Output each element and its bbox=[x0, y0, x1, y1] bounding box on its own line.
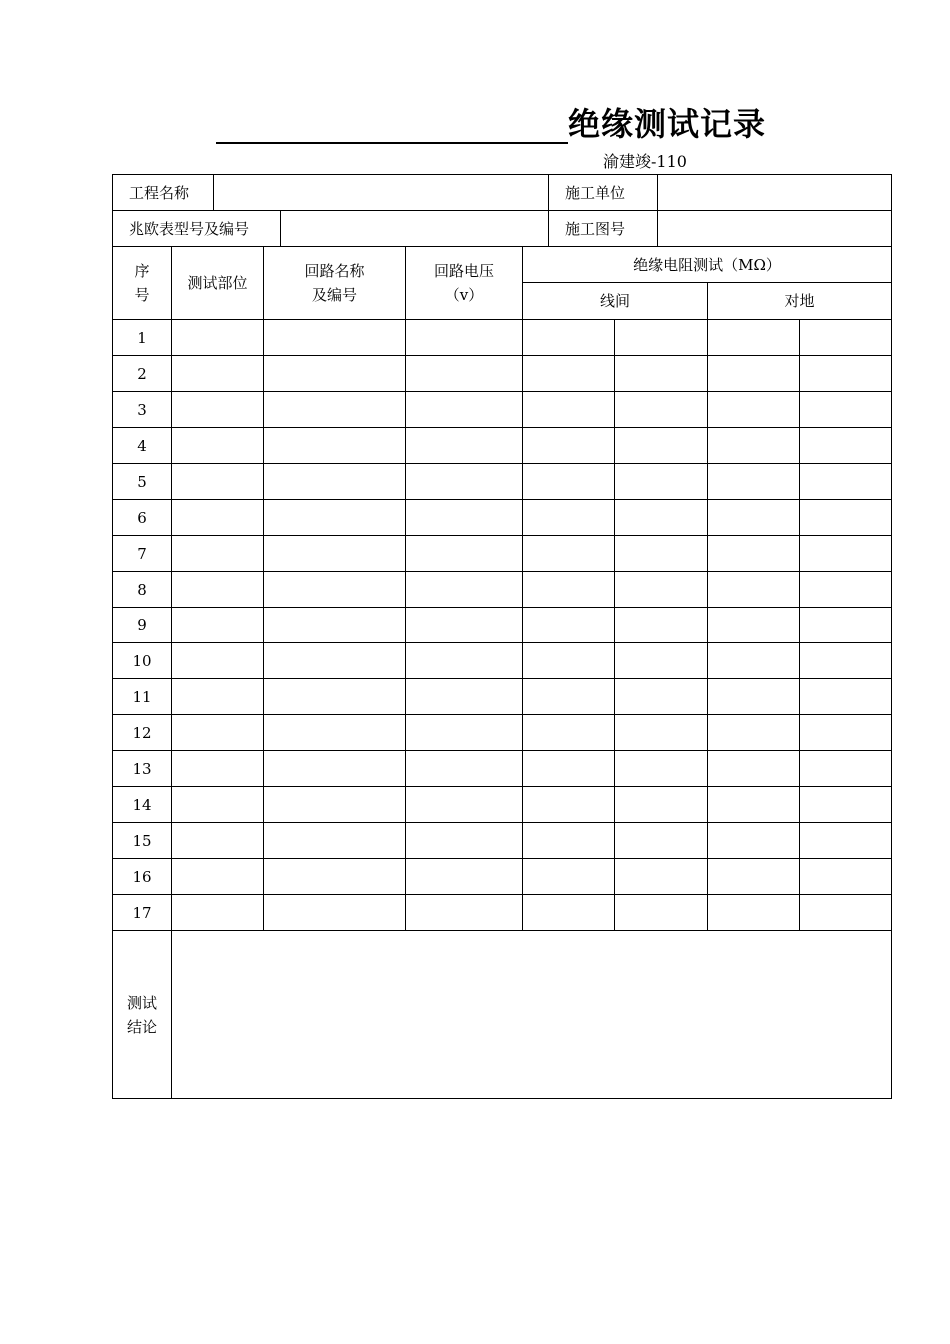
form-code: 渝建竣-110 bbox=[603, 152, 687, 171]
row-17-line-a-cell[interactable] bbox=[522, 894, 615, 931]
drawing-number-field[interactable] bbox=[657, 210, 892, 247]
row-8-ground-a-cell[interactable] bbox=[707, 571, 800, 608]
row-11-circuit-cell[interactable] bbox=[263, 678, 406, 715]
row-5-line-b-cell[interactable] bbox=[614, 463, 708, 500]
row-12-circuit-cell[interactable] bbox=[263, 714, 406, 751]
header-voltage bbox=[405, 246, 523, 320]
row-9-voltage-cell[interactable] bbox=[405, 607, 523, 643]
row-8-voltage-cell[interactable] bbox=[405, 571, 523, 608]
drawing-number-label: 施工图号 bbox=[548, 210, 658, 247]
header-location: 测试部位 bbox=[171, 246, 264, 320]
row-10-voltage-cell[interactable] bbox=[405, 642, 523, 679]
row-13-line-b-cell[interactable] bbox=[614, 750, 708, 787]
row-8-location-cell[interactable] bbox=[171, 571, 264, 608]
row-15-line-a-cell[interactable] bbox=[522, 822, 615, 859]
row-2-ground-a-cell[interactable] bbox=[707, 355, 800, 392]
row-4-ground-b-cell[interactable] bbox=[799, 427, 892, 464]
row-14-line-b-cell[interactable] bbox=[614, 786, 708, 823]
row-3-line-a-cell[interactable] bbox=[522, 391, 615, 428]
row-2-location-cell[interactable] bbox=[171, 355, 264, 392]
row-4-line-b-cell[interactable] bbox=[614, 427, 708, 464]
row-5-ground-b-cell[interactable] bbox=[799, 463, 892, 500]
meter-label: 兆欧表型号及编号 bbox=[112, 210, 281, 247]
row-5-location-cell[interactable] bbox=[171, 463, 264, 500]
row-2-circuit-cell[interactable] bbox=[263, 355, 406, 392]
row-17-line-b-cell[interactable] bbox=[614, 894, 708, 931]
row-8-circuit-cell[interactable] bbox=[263, 571, 406, 608]
header-circuit-line-2: 及编号 bbox=[311, 286, 357, 304]
row-number: 5 bbox=[112, 463, 172, 500]
row-10-location-cell[interactable] bbox=[171, 642, 264, 679]
row-9-circuit-cell[interactable] bbox=[263, 607, 406, 643]
row-17-ground-a-cell[interactable] bbox=[707, 894, 800, 931]
conclusion-label-line-1: 测试 bbox=[126, 993, 157, 1012]
conclusion-label-line-2: 结论 bbox=[126, 1017, 157, 1036]
row-15-ground-a-cell[interactable] bbox=[707, 822, 800, 859]
row-1-voltage-cell[interactable] bbox=[405, 319, 523, 356]
row-1-line-b-cell[interactable] bbox=[614, 319, 708, 356]
row-4-circuit-cell[interactable] bbox=[263, 427, 406, 464]
row-6-ground-a-cell[interactable] bbox=[707, 499, 800, 536]
row-12-ground-b-cell[interactable] bbox=[799, 714, 892, 751]
row-12-line-b-cell[interactable] bbox=[614, 714, 708, 751]
construction-unit-label: 施工单位 bbox=[548, 174, 658, 211]
row-number: 10 bbox=[112, 642, 172, 679]
row-6-voltage-cell[interactable] bbox=[405, 499, 523, 536]
row-14-ground-a-cell[interactable] bbox=[707, 786, 800, 823]
row-number: 8 bbox=[112, 571, 172, 608]
row-1-ground-a-cell[interactable] bbox=[707, 319, 800, 356]
row-6-circuit-cell[interactable] bbox=[263, 499, 406, 536]
row-12-location-cell[interactable] bbox=[171, 714, 264, 751]
row-14-voltage-cell[interactable] bbox=[405, 786, 523, 823]
row-7-line-b-cell[interactable] bbox=[614, 535, 708, 572]
row-5-ground-a-cell[interactable] bbox=[707, 463, 800, 500]
row-14-circuit-cell[interactable] bbox=[263, 786, 406, 823]
row-10-ground-a-cell[interactable] bbox=[707, 642, 800, 679]
row-7-location-cell[interactable] bbox=[171, 535, 264, 572]
row-13-circuit-cell[interactable] bbox=[263, 750, 406, 787]
row-11-ground-a-cell[interactable] bbox=[707, 678, 800, 715]
header-resistance: 绝缘电阻测试（MΩ） bbox=[522, 246, 892, 283]
row-7-ground-a-cell[interactable] bbox=[707, 535, 800, 572]
row-7-line-a-cell[interactable] bbox=[522, 535, 615, 572]
header-to-ground: 对地 bbox=[707, 282, 892, 320]
header-circuit-line-1: 回路名称 bbox=[304, 262, 365, 280]
row-11-ground-b-cell[interactable] bbox=[799, 678, 892, 715]
row-7-ground-b-cell[interactable] bbox=[799, 535, 892, 572]
row-16-location-cell[interactable] bbox=[171, 858, 264, 895]
header-seq-line-2: 号 bbox=[134, 286, 150, 304]
row-3-ground-a-cell[interactable] bbox=[707, 391, 800, 428]
row-11-voltage-cell[interactable] bbox=[405, 678, 523, 715]
row-13-voltage-cell[interactable] bbox=[405, 750, 523, 787]
row-3-ground-b-cell[interactable] bbox=[799, 391, 892, 428]
row-number: 12 bbox=[112, 714, 172, 751]
form-title bbox=[216, 100, 766, 144]
row-5-line-a-cell[interactable] bbox=[522, 463, 615, 500]
conclusion-label bbox=[112, 930, 172, 1099]
row-number: 3 bbox=[112, 391, 172, 428]
row-10-circuit-cell[interactable] bbox=[263, 642, 406, 679]
row-13-ground-a-cell[interactable] bbox=[707, 750, 800, 787]
row-10-line-b-cell[interactable] bbox=[614, 642, 708, 679]
row-2-ground-b-cell[interactable] bbox=[799, 355, 892, 392]
row-16-ground-a-cell[interactable] bbox=[707, 858, 800, 895]
row-16-line-a-cell[interactable] bbox=[522, 858, 615, 895]
row-16-ground-b-cell[interactable] bbox=[799, 858, 892, 895]
row-11-line-b-cell[interactable] bbox=[614, 678, 708, 715]
row-5-circuit-cell[interactable] bbox=[263, 463, 406, 500]
row-1-ground-b-cell[interactable] bbox=[799, 319, 892, 356]
row-number: 16 bbox=[112, 858, 172, 895]
row-10-ground-b-cell[interactable] bbox=[799, 642, 892, 679]
row-3-line-b-cell[interactable] bbox=[614, 391, 708, 428]
row-17-ground-b-cell[interactable] bbox=[799, 894, 892, 931]
row-6-location-cell[interactable] bbox=[171, 499, 264, 536]
row-12-ground-a-cell[interactable] bbox=[707, 714, 800, 751]
row-14-ground-b-cell[interactable] bbox=[799, 786, 892, 823]
row-15-location-cell[interactable] bbox=[171, 822, 264, 859]
row-number: 11 bbox=[112, 678, 172, 715]
row-number: 15 bbox=[112, 822, 172, 859]
project-name-label: 工程名称 bbox=[112, 174, 214, 211]
row-4-voltage-cell[interactable] bbox=[405, 427, 523, 464]
page-title: 绝缘测试记录 bbox=[568, 105, 767, 143]
row-number: 6 bbox=[112, 499, 172, 536]
header-line-to-line: 线间 bbox=[522, 282, 708, 320]
row-1-line-a-cell[interactable] bbox=[522, 319, 615, 356]
row-16-circuit-cell[interactable] bbox=[263, 858, 406, 895]
row-7-voltage-cell[interactable] bbox=[405, 535, 523, 572]
row-4-location-cell[interactable] bbox=[171, 427, 264, 464]
row-3-location-cell[interactable] bbox=[171, 391, 264, 428]
row-4-line-a-cell[interactable] bbox=[522, 427, 615, 464]
meter-field[interactable] bbox=[280, 210, 549, 247]
row-15-line-b-cell[interactable] bbox=[614, 822, 708, 859]
row-7-circuit-cell[interactable] bbox=[263, 535, 406, 572]
row-16-line-b-cell[interactable] bbox=[614, 858, 708, 895]
row-8-line-a-cell[interactable] bbox=[522, 571, 615, 608]
row-2-line-b-cell[interactable] bbox=[614, 355, 708, 392]
row-10-line-a-cell[interactable] bbox=[522, 642, 615, 679]
row-15-voltage-cell[interactable] bbox=[405, 822, 523, 859]
project-name-blank-line[interactable] bbox=[216, 102, 568, 144]
row-8-ground-b-cell[interactable] bbox=[799, 571, 892, 608]
row-1-location-cell[interactable] bbox=[171, 319, 264, 356]
row-11-line-a-cell[interactable] bbox=[522, 678, 615, 715]
row-5-voltage-cell[interactable] bbox=[405, 463, 523, 500]
row-3-circuit-cell[interactable] bbox=[263, 391, 406, 428]
project-name-field[interactable] bbox=[213, 174, 549, 211]
row-8-line-b-cell[interactable] bbox=[614, 571, 708, 608]
row-number: 2 bbox=[112, 355, 172, 392]
row-15-circuit-cell[interactable] bbox=[263, 822, 406, 859]
header-voltage-line-1: 回路电压 bbox=[433, 262, 494, 280]
row-9-line-a-cell[interactable] bbox=[522, 607, 615, 643]
row-12-voltage-cell[interactable] bbox=[405, 714, 523, 751]
row-11-location-cell[interactable] bbox=[171, 678, 264, 715]
row-2-voltage-cell[interactable] bbox=[405, 355, 523, 392]
row-17-circuit-cell[interactable] bbox=[263, 894, 406, 931]
row-number: 14 bbox=[112, 786, 172, 823]
row-13-line-a-cell[interactable] bbox=[522, 750, 615, 787]
row-13-ground-b-cell[interactable] bbox=[799, 750, 892, 787]
header-seq-line-1: 序 bbox=[134, 262, 150, 280]
row-16-voltage-cell[interactable] bbox=[405, 858, 523, 895]
row-1-circuit-cell[interactable] bbox=[263, 319, 406, 356]
row-14-location-cell[interactable] bbox=[171, 786, 264, 823]
row-2-line-a-cell[interactable] bbox=[522, 355, 615, 392]
row-17-voltage-cell[interactable] bbox=[405, 894, 523, 931]
row-17-location-cell[interactable] bbox=[171, 894, 264, 931]
row-4-ground-a-cell[interactable] bbox=[707, 427, 800, 464]
row-9-line-b-cell[interactable] bbox=[614, 607, 708, 643]
row-number: 7 bbox=[112, 535, 172, 572]
row-number: 13 bbox=[112, 750, 172, 787]
row-number: 17 bbox=[112, 894, 172, 931]
row-9-ground-a-cell[interactable] bbox=[707, 607, 800, 643]
row-number: 9 bbox=[112, 607, 172, 643]
row-9-location-cell[interactable] bbox=[171, 607, 264, 643]
header-voltage-line-2: （v） bbox=[444, 286, 484, 304]
construction-unit-field[interactable] bbox=[657, 174, 892, 211]
row-12-line-a-cell[interactable] bbox=[522, 714, 615, 751]
row-15-ground-b-cell[interactable] bbox=[799, 822, 892, 859]
row-14-line-a-cell[interactable] bbox=[522, 786, 615, 823]
row-6-ground-b-cell[interactable] bbox=[799, 499, 892, 536]
row-number: 4 bbox=[112, 427, 172, 464]
conclusion-field[interactable] bbox=[171, 930, 892, 1099]
row-number: 1 bbox=[112, 319, 172, 356]
row-3-voltage-cell[interactable] bbox=[405, 391, 523, 428]
row-6-line-b-cell[interactable] bbox=[614, 499, 708, 536]
row-13-location-cell[interactable] bbox=[171, 750, 264, 787]
row-6-line-a-cell[interactable] bbox=[522, 499, 615, 536]
header-circuit bbox=[263, 246, 406, 320]
row-9-ground-b-cell[interactable] bbox=[799, 607, 892, 643]
header-seq bbox=[112, 246, 172, 320]
